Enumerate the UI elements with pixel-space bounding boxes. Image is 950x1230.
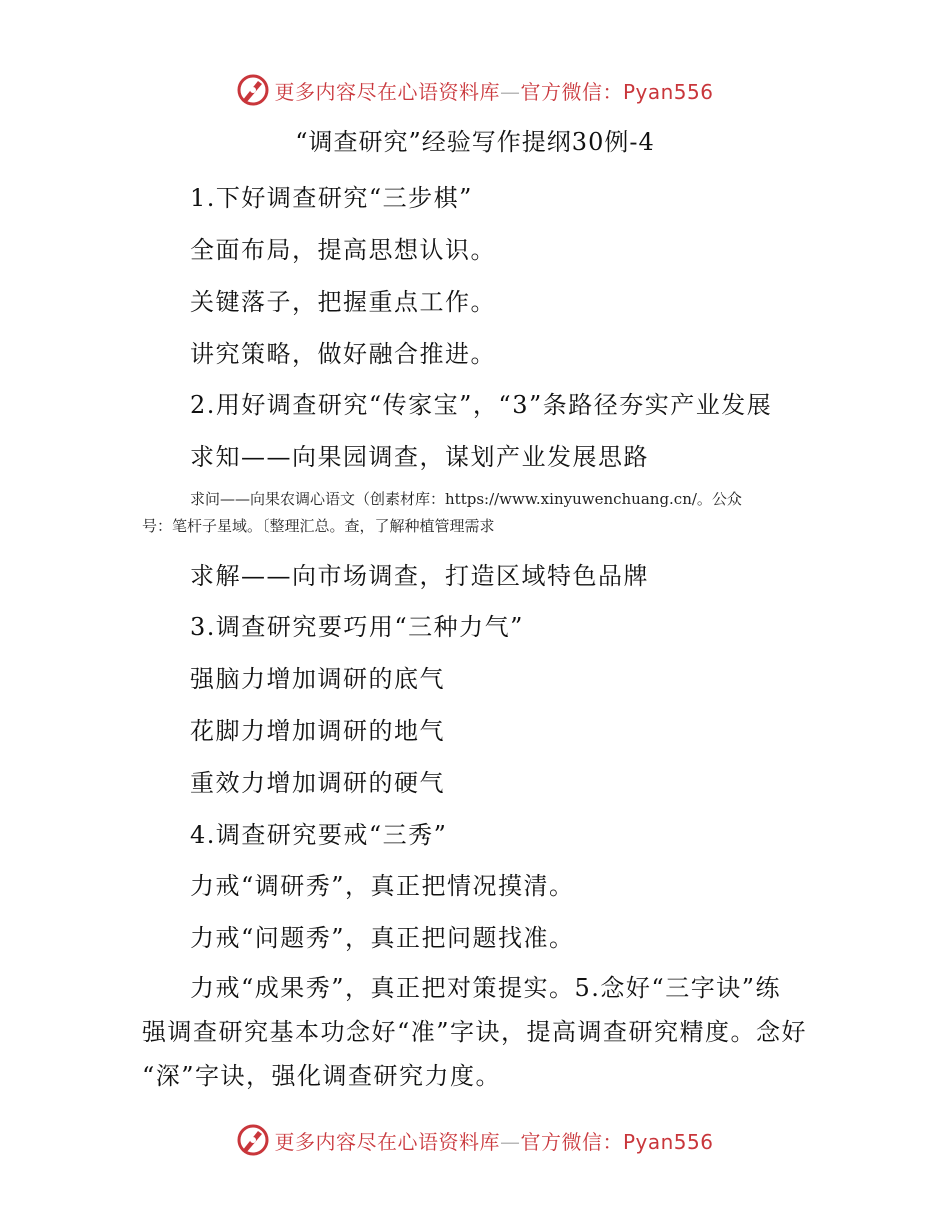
text-line: 全面布局，提高思想认识。 <box>190 236 496 264</box>
text-line: 讲究策略，做好融合推进。 <box>190 340 496 368</box>
text-line: 强脑力增加调研的底气 <box>190 665 445 693</box>
text-line: 力戒“调研秀”，真正把情况摸清。 <box>190 872 575 900</box>
banner-text: 更多内容尽在心语资料库—官方微信：Pyan556 <box>274 1129 714 1154</box>
text-line: 求解——向市场调查，打造区域特色品牌 <box>190 562 649 590</box>
text-line: 3.调查研究要巧用“三种力气” <box>190 613 524 641</box>
text-line: 花脚力增加调研的地气 <box>190 717 445 745</box>
text-line: 1.下好调查研究“三步棋” <box>190 184 473 212</box>
text-line: 4.调查研究要戒“三秀” <box>190 821 448 849</box>
text-line: 重效力增加调研的硬气 <box>190 769 445 797</box>
paragraph-line: “深”字诀，强化调查研究力度。 <box>142 1062 502 1090</box>
header-banner <box>0 70 950 110</box>
banner-text: 更多内容尽在心语资料库—官方微信：Pyan556 <box>274 79 714 104</box>
footer-banner <box>0 1120 950 1160</box>
text-line: 关键落子，把握重点工作。 <box>190 288 496 316</box>
document-title: “调查研究”经验写作提纲30例-4 <box>295 128 655 156</box>
pen-logo-icon <box>236 73 270 107</box>
text-line: 力戒“问题秀”，真正把问题找准。 <box>190 924 575 952</box>
small-text-line: 求问——向果农调心语文（创素材库：https://www.xinyuwenchuang.cn/。公众 <box>190 490 742 508</box>
text-line: 求知——向果园调查，谋划产业发展思路 <box>190 443 649 471</box>
pen-logo-icon <box>236 1123 270 1157</box>
paragraph-line: 强调查研究基本功念好“准”字诀，提高调查研究精度。念好 <box>142 1018 808 1046</box>
text-line: 2.用好调查研究“传家宝”，“3”条路径夯实产业发展 <box>190 391 773 419</box>
paragraph-line: 力戒“成果秀”，真正把对策提实。5.念好“三字诀”练 <box>190 974 781 1002</box>
small-text-line: 号：笔杆子星域。〔整理汇总。查，了解种植管理需求 <box>142 517 495 535</box>
